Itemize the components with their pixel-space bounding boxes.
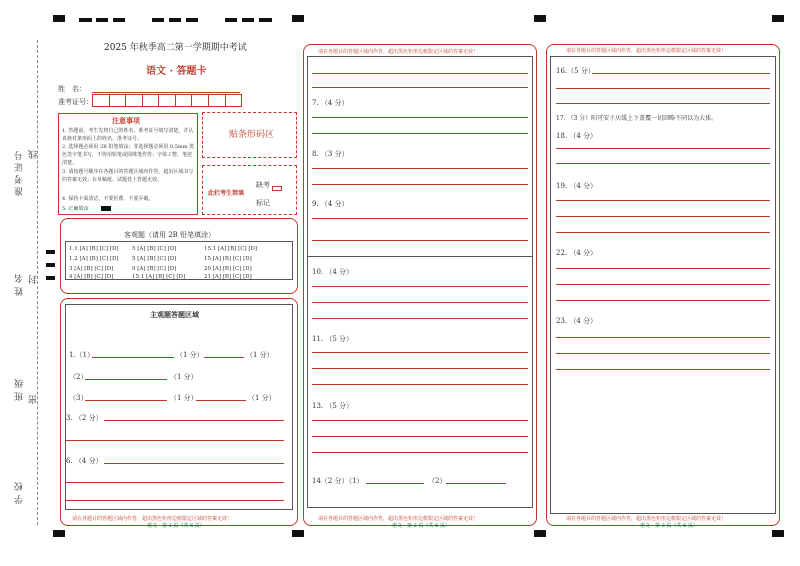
question-label: 11. （5 分） [312,335,354,343]
question-label: 18. （4 分） [556,132,598,140]
question-label: 17. （3 分）阳可安于庆缓上下盖覆一切回略不同以为大体。 [556,115,718,122]
sticker-label: 贴条形码区 [229,130,275,140]
answer-line[interactable] [92,357,174,358]
ticket-label: 准考证号： [58,98,93,106]
timing-mark [53,15,65,22]
timing-mark [186,18,198,22]
timing-mark [259,18,272,22]
question-label: 6. （4 分） [66,457,103,465]
page-footer: 语文 第 3 页（共 6 页） [640,523,698,529]
question-label: 3. （2 分） [66,414,103,422]
subjective-title: 主观题答题区域 [150,310,199,319]
answer-line[interactable] [312,240,528,241]
name-label: 姓 名： [58,85,86,93]
answer-line[interactable] [312,420,528,421]
question-label: 1.（1） [69,351,95,359]
answer-option[interactable]: 4 [A] [B] [C] [D] [69,274,114,280]
subjective-inner-box [65,304,293,510]
answer-line[interactable] [312,286,528,287]
score-label: （1 分） [248,394,276,402]
answer-line[interactable] [66,440,284,441]
side-line-label: 线 [29,150,39,159]
question-label: 10. （4 分） [312,268,354,276]
question-label: （2） [428,477,447,485]
score-label: （1 分） [170,373,198,381]
answer-line[interactable] [312,168,528,169]
answer-line[interactable] [556,148,770,149]
side-class-label: 班级 [15,375,25,401]
absent-label: 此栏考生禁填 [208,190,245,197]
answer-line[interactable] [312,352,528,353]
answer-option[interactable]: 5 [A] [B] [C] [D] [132,256,177,262]
question-label: 16.（5 分） [556,67,595,75]
warning-text: 请在各题目的答题区域内作答，超出黑色矩形边框限定区域的答案无效！ [566,48,727,54]
score-label: （1 分） [246,351,274,359]
page2-inner-box [307,56,533,508]
timing-mark [113,18,125,22]
objective-title: 客观题（请用 2B 铅笔填涂） [124,231,216,239]
answer-line[interactable] [312,87,528,88]
answer-line[interactable] [556,337,770,338]
page3-inner-box [550,56,776,514]
timing-mark [53,530,65,537]
timing-mark [79,18,92,22]
question-label: （2） [69,373,88,381]
answer-line[interactable] [556,216,770,217]
page-footer: 语文 第 2 页（共 6 页） [392,523,450,529]
timing-mark [242,18,254,22]
answer-option[interactable]: 15.1 [A] [B] [C] [D] [204,246,258,252]
answer-line[interactable] [312,452,528,453]
answer-line[interactable] [85,379,167,380]
timing-mark [225,18,237,22]
answer-line[interactable] [312,302,528,303]
answer-option[interactable]: 1.2 [A] [B] [C] [D] [69,256,119,262]
question-label: 19. （4 分） [556,182,598,190]
answer-line[interactable] [312,384,528,385]
exam-title: 2025 年秋季高二第一学期期中考试 [104,43,247,53]
timing-mark [772,15,784,22]
notice-item: 2. 选择题必须用 2B 铅笔填涂；非选择题必须用 0.5mm 黑色签字笔书写，不得用铅笔或圆珠笔作答；字体工整、笔迹清楚。 [62,144,195,166]
side-seal-label: 封 [29,275,39,284]
timing-mark [46,276,55,280]
answer-line[interactable] [312,318,528,319]
answer-option[interactable]: 20 [A] [B] [C] [D] [204,266,252,272]
answer-line[interactable] [556,200,770,201]
answer-line[interactable] [204,357,244,358]
answer-line[interactable] [312,133,528,134]
answer-line[interactable] [556,268,770,269]
side-name-label: 姓名 [15,270,25,296]
answer-line[interactable] [104,420,284,421]
question-label: 22. （4 分） [556,249,598,257]
name-input-line[interactable] [92,92,240,93]
timing-mark [46,263,55,267]
answer-line[interactable] [556,103,770,104]
question-label: 13. （5 分） [312,402,354,410]
timing-mark [534,530,546,537]
question-label: 7. （4 分） [312,99,349,107]
answer-line[interactable] [312,368,528,369]
notice-item: 4. 保持卡面清洁，不要折叠、不要弄破。 [62,196,154,202]
score-label: （1 分） [170,394,198,402]
answer-option[interactable]: 15 [A] [B] [C] [D] [204,256,252,262]
notice-item: 1. 答题前，考生先将自己的姓名、准考证号填写清楚，并认真核对条形码上的姓名、准考证号。 [62,128,194,142]
timing-mark [152,18,164,22]
answer-line[interactable] [312,436,528,437]
timing-mark [292,15,304,22]
ticket-number-boxes[interactable] [92,94,242,107]
answer-line[interactable] [66,482,284,483]
answer-option[interactable]: 21 [A] [B] [C] [D] [204,274,252,280]
answer-line[interactable] [556,88,770,89]
page-footer: 语文 第 1 页（共 6 页） [147,523,205,529]
section-divider [307,256,533,257]
question-label: 14（2 分）（1） [312,477,364,485]
question-label: 9. （4 分） [312,200,349,208]
timing-mark [46,250,55,254]
answer-line[interactable] [66,500,284,501]
answer-line[interactable] [556,284,770,285]
answer-line[interactable] [556,163,770,164]
answer-line[interactable] [196,400,246,401]
answer-line[interactable] [556,369,770,370]
question-label: 23. （4 分） [556,317,598,325]
side-school-label: 学校 [15,478,25,504]
side-ticket-label: 准考证号 [15,148,25,196]
answer-line[interactable] [556,232,770,233]
warning-text: 请在各题目的答题区域内作答，超出黑色矩形边框限定区域的答案无效！ [318,516,479,522]
question-label: 8. （3 分） [312,150,349,158]
answer-line[interactable] [312,73,528,74]
answer-option[interactable]: 9 [A] [B] [C] [D] [132,266,177,272]
absent-checkbox[interactable] [272,186,282,191]
answer-option[interactable]: 5 [A] [B] [C] [D] [132,246,177,252]
score-label: （1 分） [176,351,204,359]
answer-line[interactable] [312,184,528,185]
answer-option[interactable]: 3 [A] [B] [C] [D] [69,266,114,272]
card-title: 语文 · 答题卡 [146,66,207,77]
warning-text: 请在各题目的答题区域内作答，超出黑色矩形边框限定区域的答案无效！ [318,49,479,55]
answer-line[interactable] [104,463,284,464]
answer-line[interactable] [556,353,770,354]
absent-mark-label: 缺考 [256,181,270,189]
warning-text: 请在各题目的答题区域内作答，超出黑色矩形边框限定区域的答案无效！ [566,516,727,522]
answer-line[interactable] [312,218,528,219]
timing-mark [772,530,784,537]
timing-mark [96,18,108,22]
notice-item: 3. 请按题号顺序在各题目的答题区域内作答，超出区域书写的答案无效；在草稿纸、试题卷上答题无效。 [62,169,194,183]
question-label: （3） [69,394,88,402]
answer-line[interactable] [366,483,424,484]
absent-mark-label-2: 标记 [256,199,270,207]
answer-line[interactable] [85,400,167,401]
answer-option[interactable]: 15.1 [A] [B] [C] [D] [132,274,186,280]
fill-sample [101,206,111,211]
notice-item: 5. 正确填涂 [62,206,89,212]
warning-text: 请在各题目的答题区域内作答，超出黑色矩形边框限定区域的答案无效！ [72,516,233,522]
answer-line[interactable] [446,483,506,484]
answer-line[interactable] [312,117,528,118]
notice-title: 注意事项 [112,116,140,125]
side-secret-label: 密 [29,395,39,404]
timing-mark [534,15,546,22]
answer-option[interactable]: 1.1 [A] [B] [C] [D] [69,246,119,252]
timing-mark [169,18,181,22]
timing-mark [292,530,304,537]
answer-line[interactable] [592,73,770,74]
answer-line[interactable] [556,300,770,301]
